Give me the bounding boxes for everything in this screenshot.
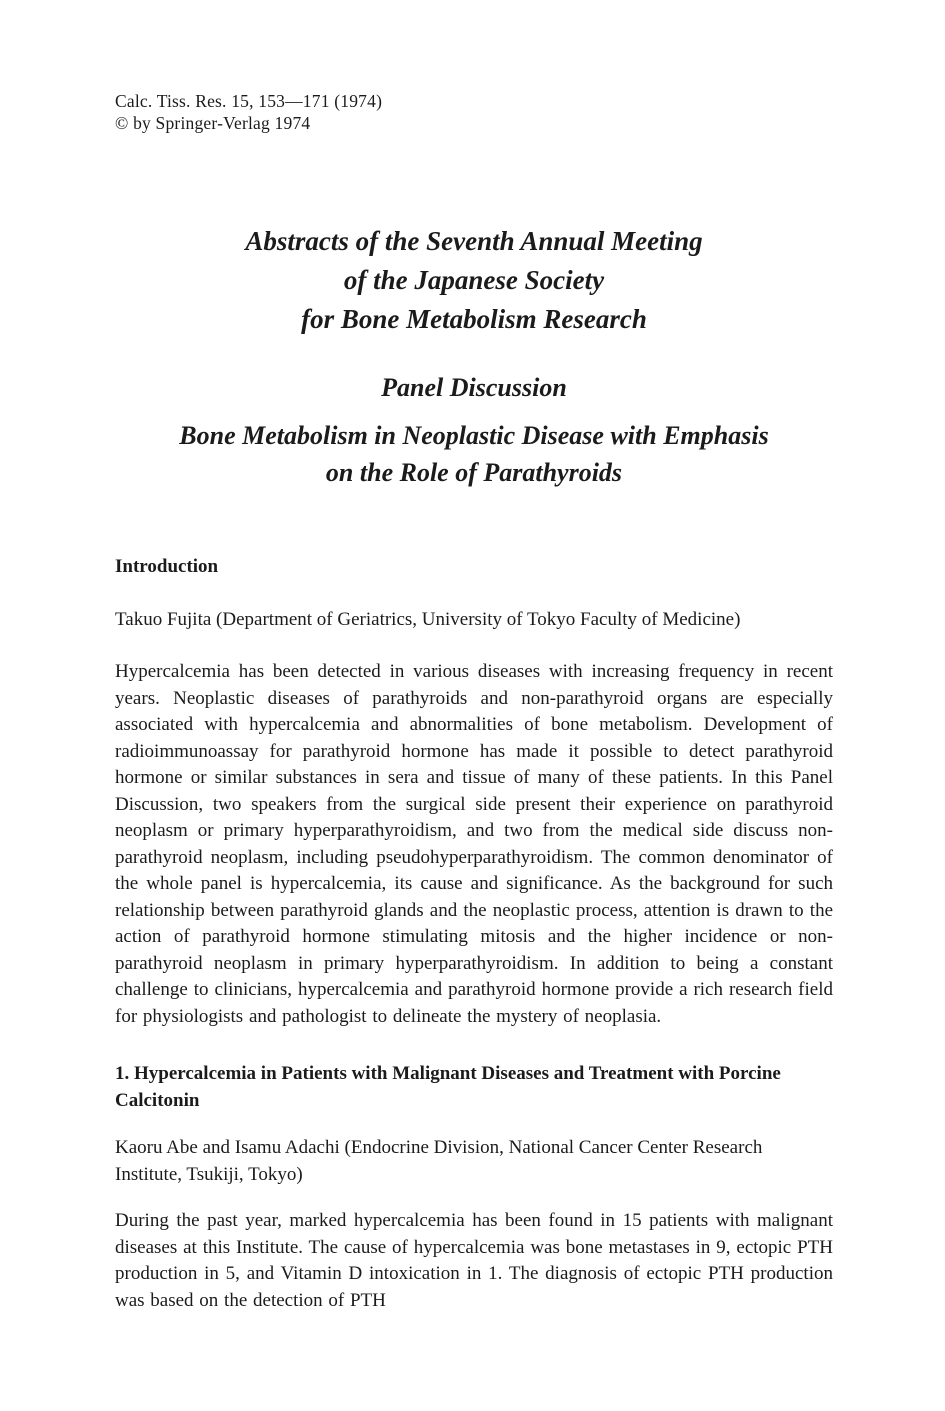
journal-header xyxy=(115,90,833,134)
abstract-1-paragraph: During the past year, marked hypercalcemia has been found in 15 patients with malignant diseases at this Institute. The cause of hypercalcemia was bone metastases in 9, ectopic PTH production in 5, and Vitamin D intoxication in 1. The diagnosis of ectopic PTH production was based on the detection of PTH xyxy=(115,1210,833,1311)
article-title xyxy=(115,222,833,339)
abstract-1-heading: 1. Hypercalcemia in Patients with Malignant Diseases and Treatment with Porcine Calcitonin xyxy=(115,1063,781,1111)
introduction-author-affiliation: Takuo Fujita (Department of Geriatrics, University of Tokyo Faculty of Medicine) xyxy=(115,609,741,630)
article-title-line-2: of the Japanese Society xyxy=(343,265,605,295)
abstract-1-section xyxy=(115,1060,833,1314)
introduction-section xyxy=(115,553,833,1030)
introduction-heading: Introduction xyxy=(115,556,219,577)
panel-discussion-title: Panel Discussion xyxy=(381,373,567,402)
panel-topic-line-2: on the Role of Parathyroids xyxy=(325,458,623,487)
article-title-line-3: for Bone Metabolism Research xyxy=(301,304,647,334)
abstract-1-author-affiliation: Kaoru Abe and Isamu Adachi (Endocrine Division, National Cancer Center Research Institute, Tsukiji, Tokyo) xyxy=(115,1137,763,1185)
panel-topic-line-1: Bone Metabolism in Neoplastic Disease with Emphasis xyxy=(179,421,769,450)
copyright-line: © by Springer-Verlag 1974 xyxy=(115,113,311,133)
introduction-paragraph: Hypercalcemia has been detected in various diseases with increasing frequency in recent years. Neoplastic diseases of parathyroids and non-parathyroid organs are especially associated with hypercalcemia and abnormalities of bone metabolism. Development of radioimmunoassay for parathyroid hormone has made it possible to detect parathyroid hormone or similar substances in sera and tissue of many of these patients. In this Panel Discussion, two speakers from the surgical side present their experience on parathyroid neoplasm or primary hyperparathyroidism, and two from the medical side discuss non-parathyroid neoplasm, including pseudohyperparathyroidism. The common denominator of the whole panel is hypercalcemia, its cause and significance. As the background for such relationship between parathyroid glands and the neoplastic process, attention is drawn to the action of parathyroid hormone stimulating mitosis and the higher incidence or non-parathyroid neoplasm in primary hyperparathyroidism. In addition to being a constant challenge to clinicians, hypercalcemia and parathyroid hormone provide a rich research field for physiologists and pathologist to delineate the mystery of neoplasia. xyxy=(115,661,833,1027)
panel-topic xyxy=(115,417,833,491)
article-title-line-1: Abstracts of the Seventh Annual Meeting xyxy=(245,226,703,256)
journal-citation: Calc. Tiss. Res. 15, 153—171 (1974) xyxy=(115,91,383,111)
